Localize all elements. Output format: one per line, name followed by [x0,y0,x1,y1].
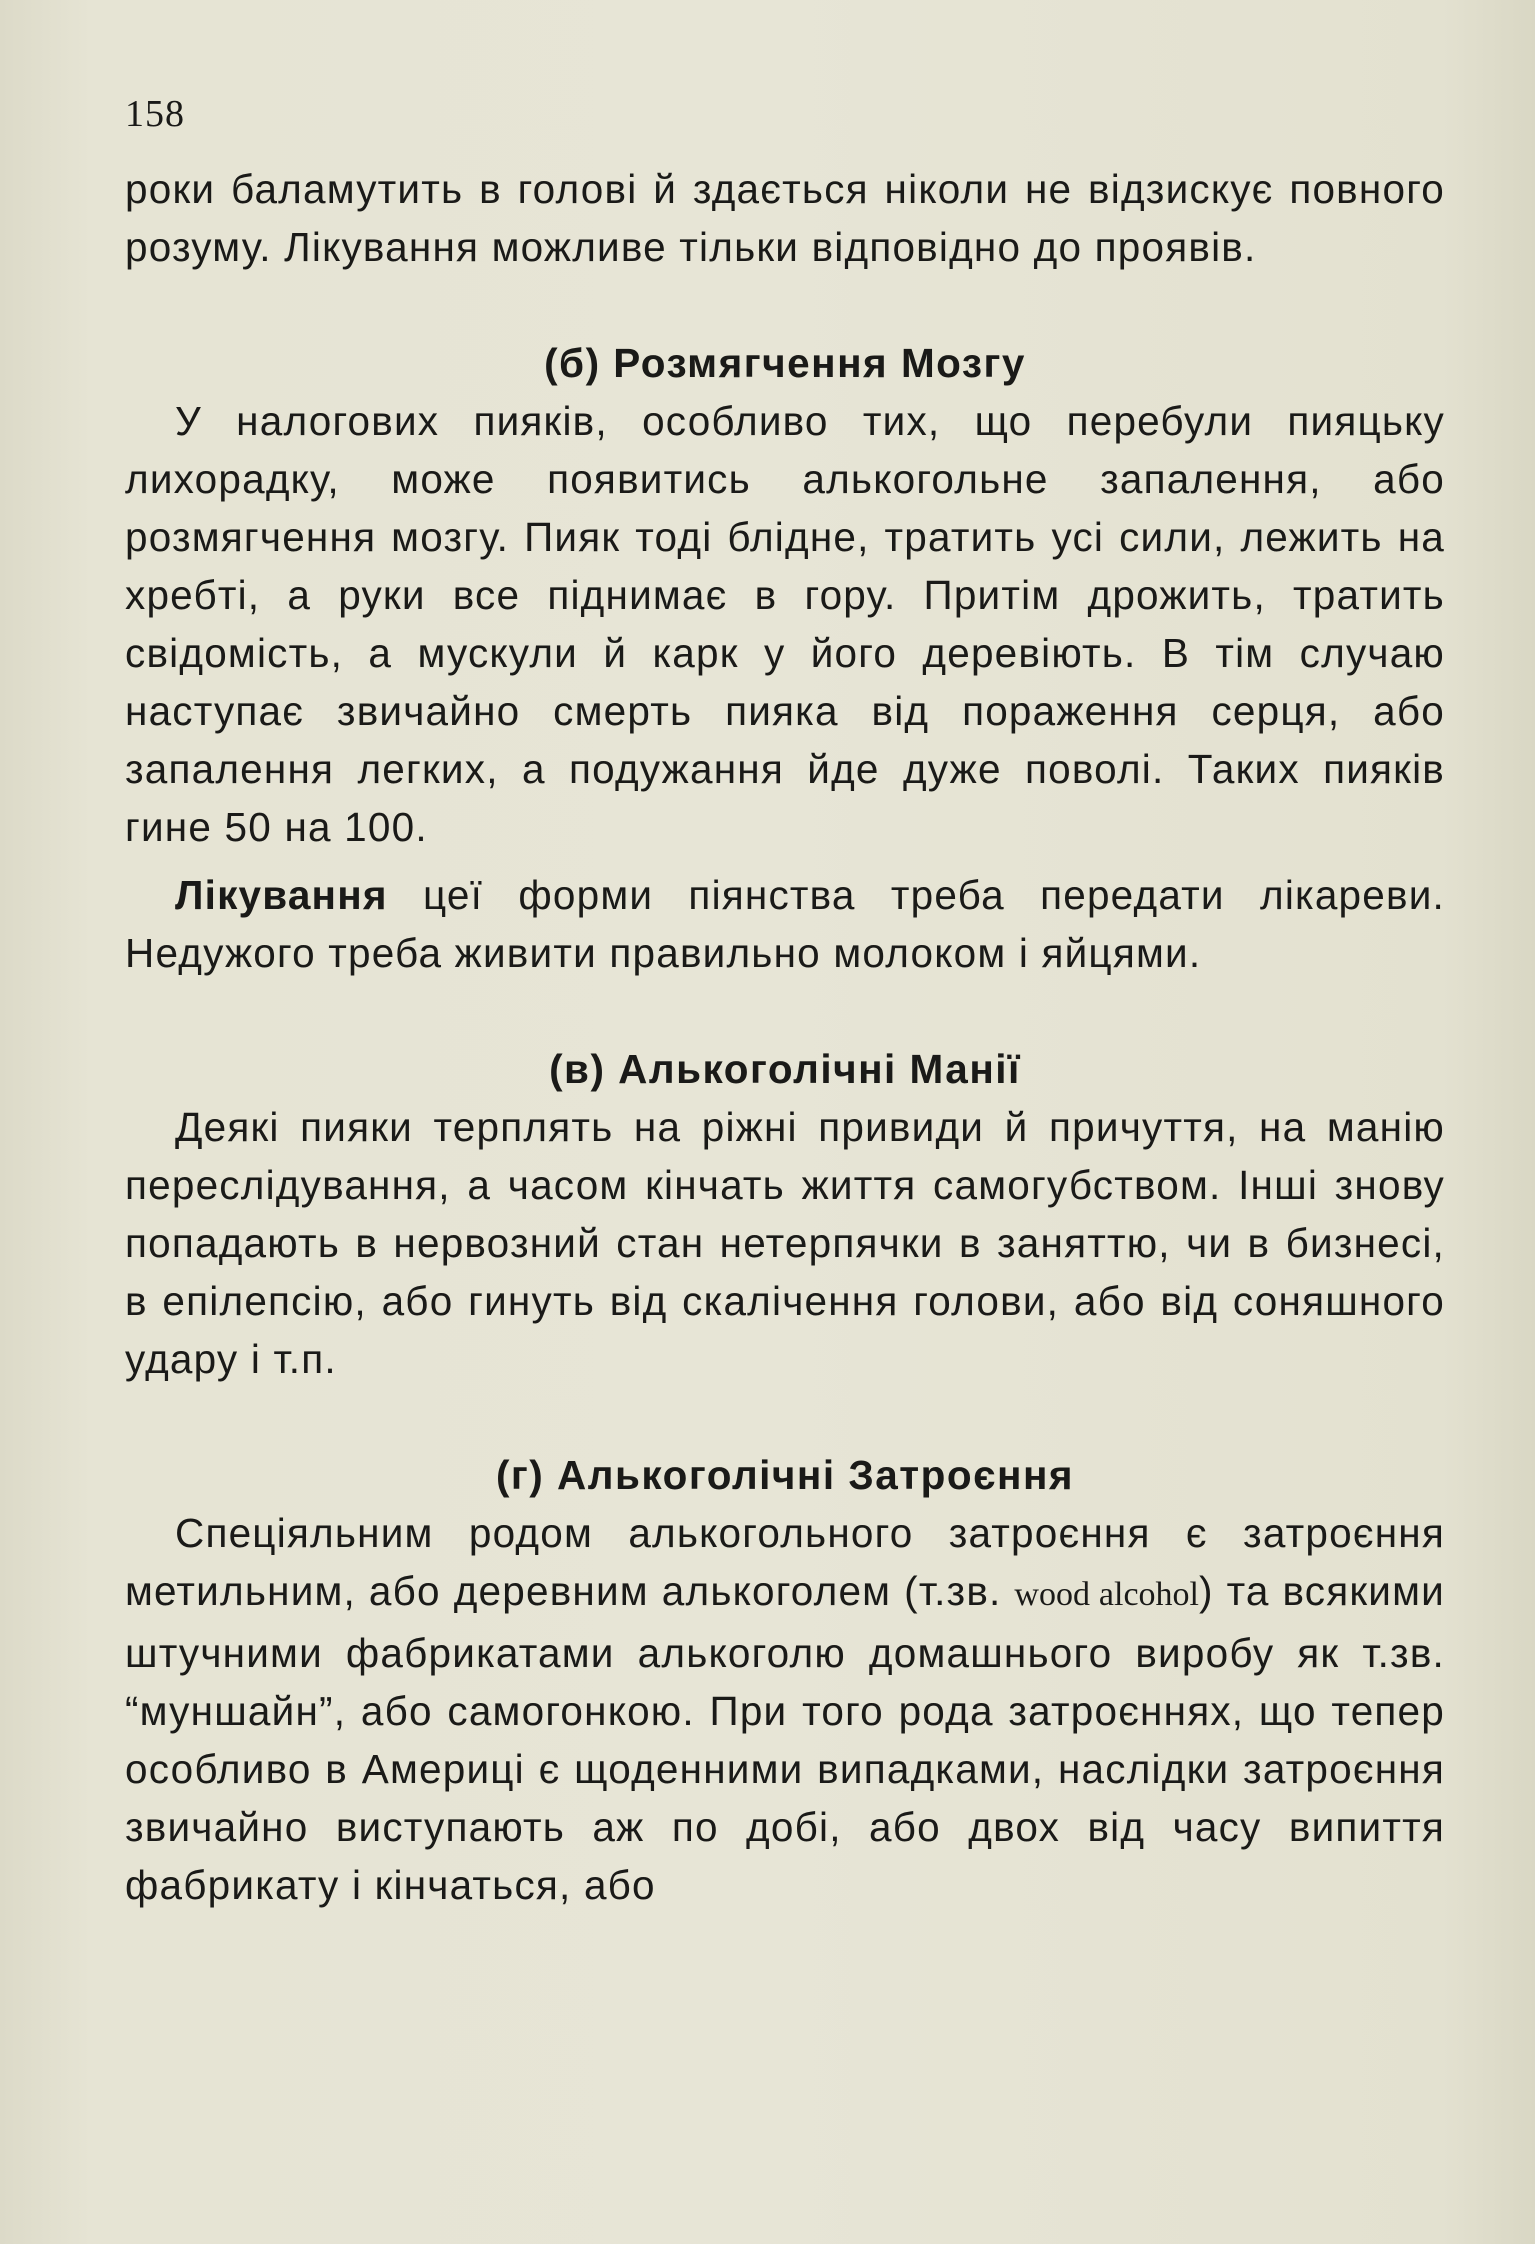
section-g-heading: (г) Алькоголічні Затроєння [495,1452,1075,1498]
english-term: wood alcohol [1014,1576,1199,1613]
section-g-paragraph-1 [125,1504,1445,1914]
section-b-paragraph-2 [125,866,1445,982]
section-b-paragraph-2-text: цеї форми піянства треба передати лікареви. Недужого треба живити правильно молоком і яйцями. [125,872,1445,976]
section-b-paragraph-1: У налогових пияків, особливо тих, що перебули пияцьку лихорадку, може появитись алькогольне запалення, або розмягчення мозгу. Пияк тоді блідне, тратить усі сили, лежить на хребті, а руки все піднимає в гору. Притім дрожить, тратить свідомість, а мускули й карк у його деревіють. В тім случаю наступає звичайно смерть пияка від пораження серця, або запалення легких, а подужання йде дуже поволі. Таких пияків гине 50 на 100. [125,398,1445,850]
page-content [125,160,1445,1914]
treatment-lead-word: Лікування [175,872,388,918]
section-b-heading: (б) Розмягчення Мозгу [544,340,1026,386]
section-v-heading: (в) Алькоголічні Манії [549,1046,1021,1092]
page-number: 158 [125,93,185,135]
intro-paragraph: роки баламутить в голові й здається ніколи не відзискує повного розуму. Лікування можливе тільки відповідно до проявів. [125,166,1445,270]
section-v-paragraph-1: Деякі пияки терплять на ріжні привиди й причуття, на манію переслідування, а часом кінчать життя самогубством. Інші знову попадають в нервозний стан нетерпячки в заняттю, чи в бизнесі, в епілепсію, або гинуть від скалічення голови, або від соняшного удару і т.п. [125,1104,1445,1382]
section-g-text-b: ) та всякими штучними фабрикатами алькоголю домашнього виробу як т.зв. “муншайн”, або самогонкою. При того рода затроєннях, що тепер особливо в Америці є щоденними випадками, наслідки затроєння звичайно виступають аж по добі, або двох від часу випиття фабрикату і кінчаться, або [125,1568,1445,1908]
section-g-text-a: Спеціяльним родом алькогольного затроєння є затроєння метильним, або деревним алькоголем (т.зв. [125,1510,1445,1614]
